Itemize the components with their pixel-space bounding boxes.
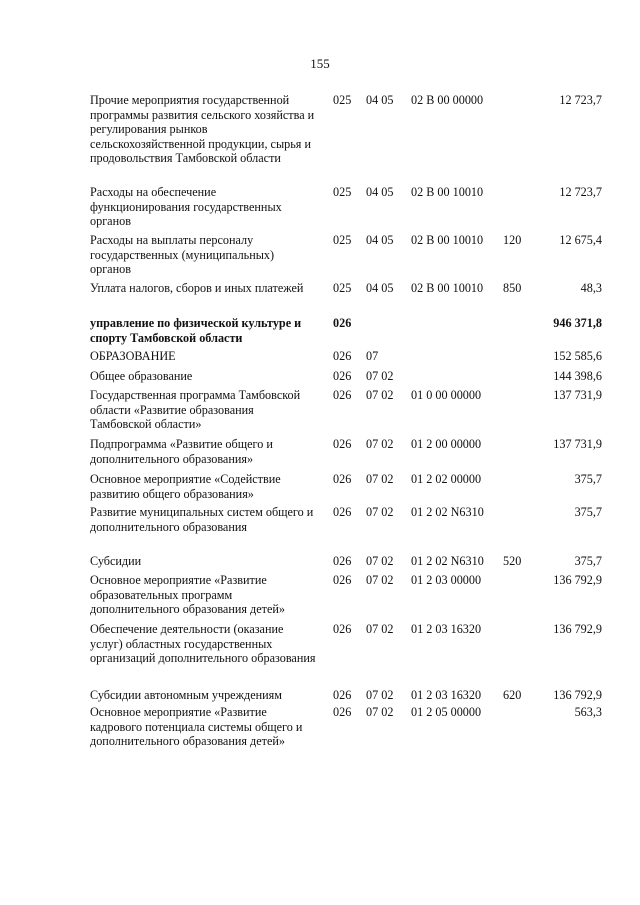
row-name: Расходы на обеспечение функционирования государственных органов (90, 185, 282, 229)
row-amount: 375,7 (574, 554, 602, 568)
row-name: ОБРАЗОВАНИЕ (90, 349, 176, 363)
row-target-code: 02 В 00 00000 (411, 93, 484, 107)
row-ved-code: 026 (333, 388, 352, 402)
row-name: Субсидии автономным учреждениям (90, 688, 282, 702)
row-section-code: 07 02 (366, 688, 394, 702)
row-name: Основное мероприятие «Развитие образовательных программ дополнительного образования детей» (90, 573, 285, 617)
row-amount: 946 371,8 (553, 316, 602, 330)
row-target-code: 01 2 00 00000 (411, 437, 482, 451)
row-amount: 12 723,7 (559, 93, 602, 107)
row-name: Основное мероприятие «Развитие кадрового потенциала системы общего и дополнительного образования детей» (90, 705, 303, 749)
row-expense-type: 120 (503, 233, 522, 247)
row-target-code: 01 2 03 16320 (411, 622, 482, 636)
row-name: Прочие мероприятия государственной программы развития сельского хозяйства и регулирования рынков сельскохозяйственной продукции, сырья и продовольствия Тамбовской области (90, 93, 315, 166)
row-ved-code: 026 (333, 505, 352, 519)
row-target-code: 01 2 02 00000 (411, 472, 482, 486)
row-target-code: 01 0 00 00000 (411, 388, 482, 402)
row-section-code: 07 02 (366, 705, 394, 719)
row-expense-type: 620 (503, 688, 522, 702)
row-target-code: 02 В 00 10010 (411, 185, 484, 199)
row-amount: 136 792,9 (553, 622, 602, 636)
row-section-code: 07 02 (366, 369, 394, 383)
row-name: Обеспечение деятельности (оказание услуг) областных государственных организаций дополнительного образования (90, 622, 316, 666)
row-section-code: 07 02 (366, 573, 394, 587)
row-ved-code: 026 (333, 316, 352, 330)
row-name: Расходы на выплаты персоналу государственных (муниципальных) органов (90, 233, 275, 277)
row-amount: 563,3 (574, 705, 602, 719)
row-section-code: 07 02 (366, 388, 394, 402)
row-expense-type: 520 (503, 554, 522, 568)
row-ved-code: 026 (333, 705, 352, 719)
row-amount: 375,7 (574, 505, 602, 519)
row-name: Основное мероприятие «Содействие развитию общего образования» (90, 472, 281, 501)
row-amount: 136 792,9 (553, 688, 602, 702)
row-ved-code: 026 (333, 622, 352, 636)
row-amount: 48,3 (580, 281, 602, 295)
row-amount: 12 675,4 (559, 233, 602, 247)
row-name: Общее образование (90, 369, 193, 383)
row-name: Подпрограмма «Развитие общего и дополнительного образования» (90, 437, 273, 466)
row-section-code: 07 02 (366, 554, 394, 568)
row-amount: 136 792,9 (553, 573, 602, 587)
row-name: Субсидии (90, 554, 142, 568)
row-section-code: 04 05 (366, 281, 394, 295)
row-target-code: 02 В 00 10010 (411, 281, 484, 295)
row-name: Государственная программа Тамбовской области «Развитие образования Тамбовской области» (90, 388, 301, 432)
row-amount: 152 585,6 (553, 349, 602, 363)
row-target-code: 01 2 03 16320 (411, 688, 482, 702)
row-name: Развитие муниципальных систем общего и дополнительного образования (90, 505, 314, 534)
row-ved-code: 026 (333, 349, 352, 363)
row-ved-code: 025 (333, 281, 352, 295)
row-section-code: 07 (366, 349, 379, 363)
row-ved-code: 026 (333, 573, 352, 587)
row-ved-code: 025 (333, 185, 352, 199)
row-ved-code: 026 (333, 688, 352, 702)
row-target-code: 01 2 03 00000 (411, 573, 482, 587)
row-section-code: 07 02 (366, 472, 394, 486)
row-section-code: 07 02 (366, 437, 394, 451)
row-ved-code: 026 (333, 437, 352, 451)
row-target-code: 01 2 02 N6310 (411, 505, 484, 519)
row-amount: 375,7 (574, 472, 602, 486)
row-ved-code: 025 (333, 233, 352, 247)
row-target-code: 02 В 00 10010 (411, 233, 484, 247)
row-target-code: 01 2 05 00000 (411, 705, 482, 719)
row-section-code: 07 02 (366, 505, 394, 519)
row-name: управление по физической культуре и спорту Тамбовской области (90, 316, 302, 345)
row-target-code: 01 2 02 N6310 (411, 554, 484, 568)
page-number: 155 (310, 56, 330, 71)
row-ved-code: 025 (333, 93, 352, 107)
row-amount: 137 731,9 (553, 388, 602, 402)
row-amount: 144 398,6 (553, 369, 602, 383)
row-ved-code: 026 (333, 554, 352, 568)
row-name: Уплата налогов, сборов и иных платежей (90, 281, 304, 295)
row-amount: 12 723,7 (559, 185, 602, 199)
row-section-code: 04 05 (366, 185, 394, 199)
row-expense-type: 850 (503, 281, 522, 295)
row-section-code: 04 05 (366, 93, 394, 107)
row-section-code: 07 02 (366, 622, 394, 636)
row-ved-code: 026 (333, 472, 352, 486)
row-section-code: 04 05 (366, 233, 394, 247)
row-ved-code: 026 (333, 369, 352, 383)
row-amount: 137 731,9 (553, 437, 602, 451)
